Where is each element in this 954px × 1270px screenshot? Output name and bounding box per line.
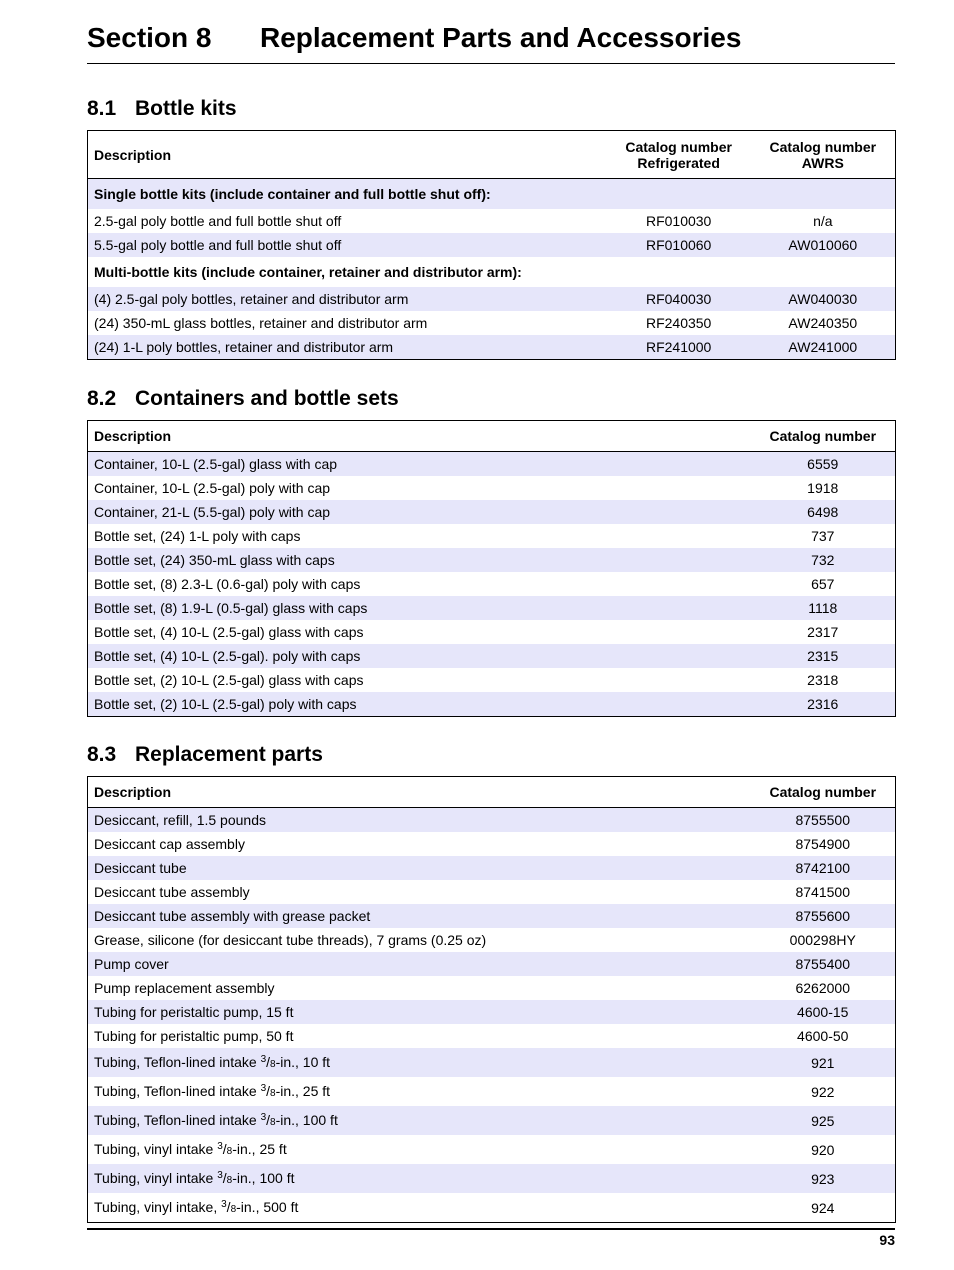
fraction-denominator: 8	[270, 1059, 276, 1070]
catalog-number-cell: 8755400	[751, 952, 896, 976]
catalog-number-cell: 925	[751, 1106, 896, 1135]
section-number: Section 8	[87, 22, 212, 53]
table-row	[88, 1048, 896, 1077]
catalog-number-cell: 6498	[751, 500, 896, 524]
table-row	[88, 233, 896, 257]
catalog-number-cell: 923	[751, 1164, 896, 1193]
table-header-row	[88, 421, 896, 452]
catalog-number-cell: 000298HY	[789, 932, 856, 948]
fraction-numerator: 3	[260, 1112, 267, 1123]
catalog-awrs-cell: AW010060	[751, 233, 896, 257]
table-row	[88, 856, 896, 880]
catalog-number-cell: 8755500	[751, 808, 896, 833]
catalog-number-cell: 920	[811, 1141, 835, 1158]
table-row	[88, 1193, 896, 1223]
table-row	[88, 808, 896, 833]
table-row	[88, 904, 896, 928]
catalog-number-cell: 4600-50	[797, 1028, 849, 1044]
catalog-awrs-cell: AW240350	[788, 314, 858, 331]
description-cell: Container, 10-L (2.5-gal) glass with cap	[88, 452, 751, 477]
table-row	[88, 644, 896, 668]
table-row	[88, 548, 896, 572]
catalog-number-cell: 1118	[751, 596, 896, 620]
table-row	[88, 1024, 896, 1048]
subsection-heading-containers: 8.2 Containers and bottle sets	[87, 387, 399, 410]
fraction-numerator: 3	[260, 1054, 267, 1065]
catalog-number-cell: 8755600	[751, 904, 896, 928]
description-cell: Bottle set, (8) 1.9-L (0.5-gal) glass with caps	[88, 596, 751, 620]
catalog-refrigerated-cell: RF240350	[645, 314, 712, 331]
catalog-number-cell: 732	[751, 548, 896, 572]
bottle-kits-table	[87, 130, 896, 360]
table-group-row	[88, 257, 896, 287]
catalog-number-cell: 657	[811, 576, 835, 592]
catalog-awrs-cell: n/a	[813, 212, 833, 229]
description-cell: Desiccant tube assembly	[94, 884, 250, 900]
catalog-number-cell: 924	[811, 1199, 835, 1216]
fraction-numerator: 3	[217, 1141, 223, 1152]
catalog-number-cell: 8754900	[795, 836, 850, 852]
fraction-denominator: 8	[270, 1117, 276, 1128]
catalog-number-cell: 6559	[751, 452, 896, 477]
page-title	[87, 18, 895, 64]
table-header-row	[88, 131, 896, 179]
catalog-number-cell: 2315	[751, 644, 896, 668]
subsection-heading-bottle-kits: 8.1 Bottle kits	[87, 97, 237, 120]
subsection-heading-replacement-parts: 8.3 Replacement parts	[87, 743, 323, 766]
fraction-denominator: 8	[230, 1204, 237, 1215]
replacement-parts-table	[87, 776, 896, 1223]
table-row	[88, 500, 896, 524]
description-cell: (24) 350-mL glass bottles, retainer and distributor arm	[94, 314, 428, 331]
table-row	[88, 1164, 896, 1193]
description-cell: Pump replacement assembly	[94, 980, 275, 996]
description-cell: Tubing, Teflon-lined intake $^3$/8-in., 25 ft	[94, 1083, 331, 1099]
description-cell: Tubing, Teflon-lined intake $^3$/8-in., 10 ft	[88, 1048, 751, 1077]
catalog-number-cell: 921	[751, 1048, 896, 1077]
group-label: Multi-bottle kits (include container, retainer and distributor arm):	[94, 263, 522, 280]
footer-rule	[87, 1228, 895, 1230]
description-cell: Tubing, vinyl intake $^3$/8-in., 100 ft	[88, 1164, 751, 1193]
column-header-catalog-refrigerated: Catalog number Refrigerated	[607, 131, 751, 179]
catalog-refrigerated-cell: RF010030	[645, 212, 712, 229]
catalog-number-cell: 1918	[807, 480, 839, 496]
catalog-number-cell: 2317	[807, 624, 839, 640]
table-header-row	[88, 777, 896, 808]
table-row	[88, 1135, 896, 1164]
description-cell: Tubing for peristaltic pump, 50 ft	[94, 1028, 294, 1044]
page-number: 93	[879, 1232, 895, 1248]
description-cell: 2.5-gal poly bottle and full bottle shut off	[94, 212, 342, 229]
table-row	[88, 335, 896, 360]
catalog-number-cell: 8741500	[795, 884, 850, 900]
section-title: Replacement Parts and Accessories	[260, 22, 742, 53]
description-cell: Bottle set, (4) 10-L (2.5-gal) glass with caps	[94, 624, 364, 640]
description-cell: Desiccant tube assembly with grease packet	[88, 904, 751, 928]
description-cell: Bottle set, (4) 10-L (2.5-gal). poly with caps	[88, 644, 751, 668]
description-cell: Desiccant tube	[88, 856, 751, 880]
table-row	[88, 572, 896, 596]
description-cell: Desiccant cap assembly	[94, 836, 245, 852]
catalog-number-cell: 4600-15	[751, 1000, 896, 1024]
description-cell: Bottle set, (8) 2.3-L (0.6-gal) poly with caps	[94, 576, 361, 592]
catalog-refrigerated-cell: RF040030	[607, 287, 751, 311]
catalog-awrs-cell: AW241000	[751, 335, 896, 360]
fraction-numerator: 3	[221, 1199, 227, 1210]
description-cell: (24) 1-L poly bottles, retainer and distributor arm	[88, 335, 607, 360]
table-row	[88, 1000, 896, 1024]
table-row	[88, 832, 896, 856]
table-row	[88, 476, 896, 500]
catalog-awrs-cell: AW040030	[751, 287, 896, 311]
column-header-description: Description	[88, 777, 751, 808]
fraction-denominator: 8	[270, 1088, 276, 1099]
catalog-number-cell: 6262000	[795, 980, 850, 996]
table-row	[88, 452, 896, 477]
column-header-description: Description	[88, 421, 751, 452]
table-row	[88, 692, 896, 717]
description-cell: Bottle set, (24) 350-mL glass with caps	[88, 548, 751, 572]
description-cell: Pump cover	[88, 952, 751, 976]
table-row	[88, 928, 896, 952]
column-header-catalog-number: Catalog number	[751, 777, 896, 808]
containers-table	[87, 420, 896, 717]
description-cell: Tubing for peristaltic pump, 15 ft	[88, 1000, 751, 1024]
fraction-numerator: 3	[217, 1170, 223, 1181]
table-row	[88, 287, 896, 311]
fraction-denominator: 8	[226, 1175, 233, 1186]
table-row	[88, 596, 896, 620]
table-row	[88, 620, 896, 644]
table-row	[88, 1106, 896, 1135]
table-row	[88, 668, 896, 692]
table-row	[88, 880, 896, 904]
fraction-numerator: 3	[260, 1083, 267, 1094]
description-cell: Tubing, vinyl intake $^3$/8-in., 25 ft	[94, 1141, 287, 1157]
column-header-catalog-number: Catalog number	[751, 421, 896, 452]
catalog-refrigerated-cell: RF010060	[607, 233, 751, 257]
description-cell: Container, 10-L (2.5-gal) poly with cap	[94, 480, 331, 496]
description-cell: 5.5-gal poly bottle and full bottle shut off	[88, 233, 607, 257]
table-row	[88, 976, 896, 1000]
description-cell: Bottle set, (2) 10-L (2.5-gal) glass with caps	[94, 672, 364, 688]
description-cell: Container, 21-L (5.5-gal) poly with cap	[88, 500, 751, 524]
table-row	[88, 952, 896, 976]
description-cell: Grease, silicone (for desiccant tube threads), 7 grams (0.25 oz)	[94, 932, 487, 948]
table-group-row	[88, 179, 896, 209]
group-label: Single bottle kits (include container and full bottle shut off):	[88, 179, 896, 209]
description-cell: (4) 2.5-gal poly bottles, retainer and distributor arm	[88, 287, 607, 311]
column-header-catalog-awrs: Catalog number AWRS	[751, 131, 896, 179]
table-row	[88, 209, 896, 233]
table-row	[88, 524, 896, 548]
description-cell: Tubing, Teflon-lined intake $^3$/8-in., 100 ft	[88, 1106, 751, 1135]
description-cell: Tubing, vinyl intake, $^3$/8-in., 500 ft	[94, 1199, 299, 1215]
column-header-description: Description	[88, 131, 607, 179]
fraction-denominator: 8	[226, 1146, 233, 1157]
description-cell: Bottle set, (24) 1-L poly with caps	[94, 528, 301, 544]
catalog-number-cell: 2316	[751, 692, 896, 717]
table-row	[88, 1077, 896, 1106]
catalog-number-cell: 922	[811, 1083, 835, 1100]
table-row	[88, 311, 896, 335]
description-cell: Desiccant, refill, 1.5 pounds	[88, 808, 751, 833]
catalog-number-cell: 737	[811, 528, 835, 544]
catalog-number-cell: 2318	[807, 672, 839, 688]
description-cell: Bottle set, (2) 10-L (2.5-gal) poly with caps	[88, 692, 751, 717]
catalog-number-cell: 8742100	[751, 856, 896, 880]
catalog-refrigerated-cell: RF241000	[607, 335, 751, 360]
